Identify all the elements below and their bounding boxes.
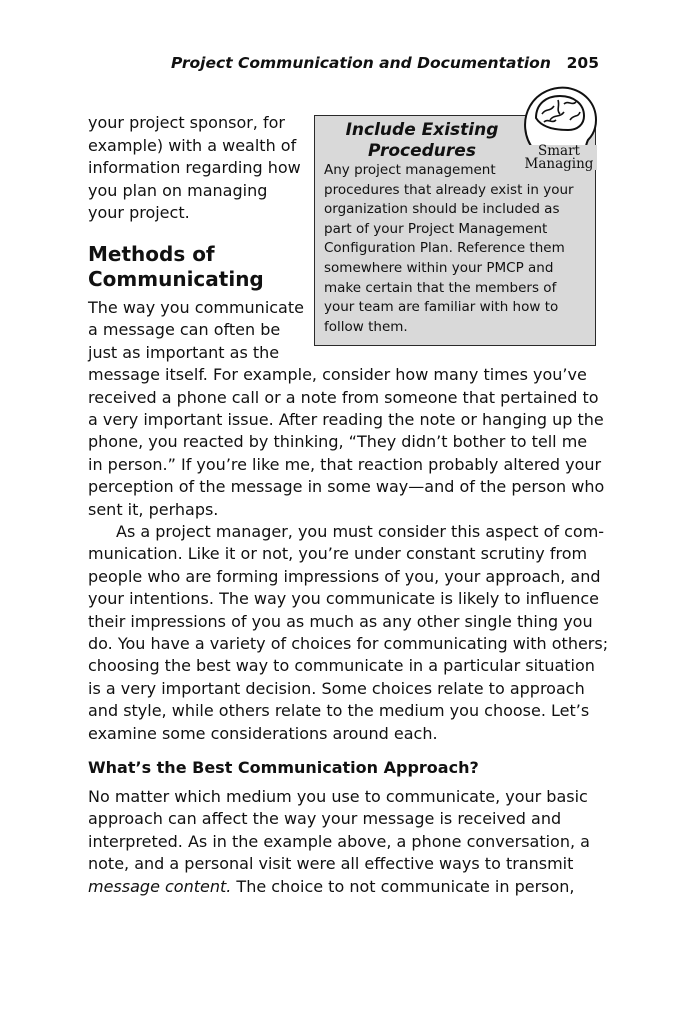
italic-phrase: message content. xyxy=(88,876,232,896)
text-line: The way you communicate xyxy=(88,298,304,317)
sidebar-line: follow them. xyxy=(324,318,408,335)
text-line: examine some considerations around each. xyxy=(88,723,438,743)
text-line: do. You have a variety of choices for communicating with others; xyxy=(88,634,609,654)
text-line: munication. Like it or not, you’re under constant scrutiny from xyxy=(88,544,588,564)
text-line: As a project manager, you must consider this aspect of com- xyxy=(116,522,605,541)
intro-line: your project. xyxy=(88,203,190,222)
sidebar-line: Any project management xyxy=(324,162,496,178)
sidebar-title-line: Include Existing xyxy=(345,120,499,140)
text-line: is a very important decision. Some choices relate to approach xyxy=(88,678,585,698)
text-line: phone, you reacted by thinking, “They didn’t bother to tell me xyxy=(88,432,588,452)
left-column xyxy=(88,112,313,304)
text-line: choosing the best way to communicate in a particular situation xyxy=(88,656,595,676)
text-line: a message can often be xyxy=(88,320,281,340)
intro-line: you plan on managing xyxy=(88,180,268,200)
text-line: message itself. For example, consider how many times you’ve xyxy=(88,365,587,385)
badge-line: Smart xyxy=(538,143,580,159)
badge-line: Managing xyxy=(524,155,594,172)
text-line: your intentions. The way you communicate is likely to influence xyxy=(88,589,599,609)
text-span: The choice to not communicate in person, xyxy=(231,876,575,896)
page-number: 205 xyxy=(566,54,599,72)
text-line: sent it, perhaps. xyxy=(88,499,219,519)
section-heading-line: Methods of xyxy=(88,241,215,266)
paragraph-1 xyxy=(88,297,605,521)
text-line: a very important issue. After reading the note or hanging up the xyxy=(88,410,604,430)
sidebar-line: somewhere within your PMCP and xyxy=(324,259,554,276)
text-line: note, and a personal visit were all effective ways to transmit xyxy=(88,854,574,874)
sidebar-line: procedures that already exist in your xyxy=(324,181,574,198)
sidebar-line: your team are familiar with how to xyxy=(324,299,559,316)
paragraph-2 xyxy=(88,521,609,745)
text-line: just as important as the xyxy=(88,342,280,362)
smart-managing-badge xyxy=(521,145,597,170)
sidebar-line: make certain that the members of xyxy=(324,279,557,296)
sidebar-title xyxy=(327,120,517,162)
text-line: people who are forming impressions of you, your approach, and xyxy=(88,566,601,586)
text-line: received a phone call or a note from someone that pertained to xyxy=(88,387,599,407)
sidebar-line: organization should be included as xyxy=(324,201,560,218)
section-heading-line: Communicating xyxy=(88,266,264,291)
text-line: and style, while others relate to the medium you choose. Let’s xyxy=(88,701,590,721)
paragraph-3 xyxy=(88,786,600,898)
text-line: No matter which medium you use to communicate, your basic xyxy=(88,787,588,806)
running-title: Project Communication and Documentation xyxy=(171,54,551,72)
intro-line: information regarding how xyxy=(88,158,301,177)
text-line xyxy=(88,876,600,898)
sidebar-line: part of your Project Management xyxy=(324,220,548,237)
text-line: approach can affect the way your message is received and xyxy=(88,809,562,829)
text-line: interpreted. As in the example above, a phone conversation, a xyxy=(88,831,590,851)
text-line: in person.” If you’re like me, that reaction probably altered your xyxy=(88,454,602,474)
intro-line: example) with a wealth of xyxy=(88,135,297,155)
section-heading xyxy=(88,242,313,292)
intro-line: your project sponsor, for xyxy=(88,113,285,132)
sidebar-line: Configuration Plan. Reference them xyxy=(324,240,565,257)
text-line: perception of the message in some way—and of the person who xyxy=(88,477,605,497)
running-header xyxy=(171,54,599,72)
subsection-heading: What’s the Best Communication Approach? xyxy=(88,758,479,777)
text-line: their impressions of you as much as any other single thing you xyxy=(88,611,593,631)
sidebar-title-line: Procedures xyxy=(368,141,476,161)
